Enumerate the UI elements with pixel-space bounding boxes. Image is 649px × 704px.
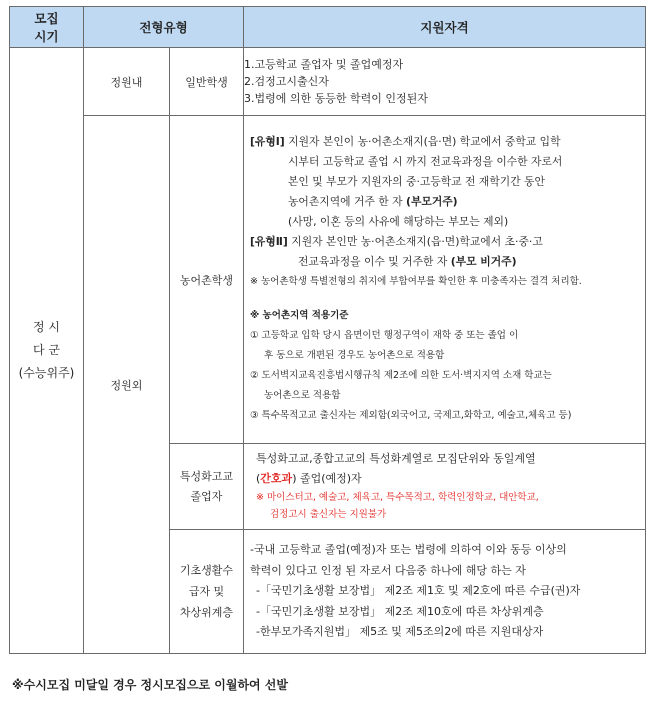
qual-rural xyxy=(244,116,646,444)
rural-type2-line1: [유형Ⅱ] 지원자 본인만 농·어촌소재지(읍·면)학교에서 초·중·고 xyxy=(250,234,543,248)
type-special xyxy=(170,444,244,530)
basic-line3: -「국민기초생활 보장법」 제2조 제1호 및 제2호에 따른 수급(권)자 xyxy=(256,584,581,598)
special-note2: 검정고시 출신자는 지원불가 xyxy=(270,508,387,520)
rural-criteria-1: ① 고등학교 입학 당시 읍면이던 행정구역이 재학 중 또는 졸업 이 xyxy=(250,329,519,341)
header-period-line1: 모집 xyxy=(34,11,59,26)
period-cell xyxy=(10,48,84,654)
period-line3: (수능위주) xyxy=(18,366,75,380)
rural-criteria-title: ※ 농어촌지역 적용기준 xyxy=(250,309,349,321)
type-basic-line1: 기초생활수 xyxy=(179,564,234,577)
type-special-line2: 졸업자 xyxy=(190,489,223,503)
qual-general-item: 1.고등학교 졸업자 및 졸업예정자 xyxy=(244,58,404,71)
type-basic xyxy=(170,530,244,654)
special-line2: (간호과) 졸업(예정)자 xyxy=(256,471,362,485)
rural-type2-line2: 전교육과정을 이수 및 거주한 자 (부모 비거주) xyxy=(298,254,517,268)
header-qualification: 지원자격 xyxy=(244,7,646,48)
period-line1: 정 시 xyxy=(33,320,60,334)
rural-type1-tag: [유형Ⅰ] xyxy=(250,134,285,148)
qual-general-item: 2.검정고시출신자 xyxy=(244,75,329,88)
type-special-line1: 특성화고교 xyxy=(179,469,234,483)
basic-line4: -「국민기초생활 보장법」 제2조 제10호에 따른 차상위계층 xyxy=(256,604,544,618)
type-basic-line2: 급자 및 xyxy=(188,585,225,598)
rural-type1-line1: [유형Ⅰ] 지원자 본인이 농·어촌소재지(읍·면) 학교에서 중학교 입학 xyxy=(250,134,561,148)
rural-criteria-2: ② 도서벽지교육진흥법시행규칙 제2조에 의한 도서·벽지지역 소재 학교는 xyxy=(250,369,552,381)
basic-line1: -국내 고등학교 졸업(예정)자 또는 법령에 의하여 이와 동등 이상의 xyxy=(250,543,567,557)
rural-criteria-1-cont: 후 동으로 개편된 경우도 농어촌으로 적용함 xyxy=(264,349,445,361)
special-nursing-highlight: 간호과 xyxy=(260,471,293,485)
rural-note: ※ 농어촌학생 특별전형의 취지에 부합여부를 확인한 후 미충족자는 결격 처리함. xyxy=(250,275,582,287)
admission-table xyxy=(9,6,646,654)
rural-type2-tag: [유형Ⅱ] xyxy=(250,234,288,248)
category-outer: 정원외 xyxy=(84,116,170,654)
rural-type1-line4: 농어촌지역에 거주 한 자 (부모거주) xyxy=(288,194,458,208)
qual-general xyxy=(244,48,646,116)
category-inner: 정원내 xyxy=(84,48,170,116)
qual-basic xyxy=(244,530,646,654)
header-row xyxy=(10,7,646,48)
rural-criteria-2-cont: 농어촌으로 적용함 xyxy=(264,389,341,401)
basic-line5: -한부모가족지원법」 제5조 및 제5조의2에 따른 지원대상자 xyxy=(256,625,544,639)
rural-type1-line5: (사망, 이혼 등의 사유에 해당하는 부모는 제외) xyxy=(288,214,509,228)
header-period xyxy=(10,7,84,48)
period-line2: 다 군 xyxy=(33,343,60,357)
rural-type1-line3: 본인 및 부모가 지원자의 중·고등학교 전 재학기간 동안 xyxy=(288,174,545,188)
type-rural: 농어촌학생 xyxy=(170,116,244,444)
special-line1: 특성화고교,종합고교의 특성화계열로 모집단위와 동일계열 xyxy=(256,451,536,465)
header-period-line2: 시기 xyxy=(34,29,59,44)
qual-special xyxy=(244,444,646,530)
row-rural xyxy=(10,116,646,444)
rural-criteria-3: ③ 특수목적고교 출신자는 제외함(외국어고, 국제고,화학고, 예술고,체육고 등) xyxy=(250,409,572,421)
type-general: 일반학생 xyxy=(170,48,244,116)
footnote: ※수시모집 미달일 경우 정시모집으로 이월하여 선발 xyxy=(12,678,288,692)
rural-spacer xyxy=(250,292,641,306)
type-basic-line3: 차상위계층 xyxy=(179,606,234,619)
special-note1: ※ 마이스터고, 예술고, 체육고, 특수목적고, 학력인정학교, 대안학교, xyxy=(256,491,539,503)
basic-line2: 학력이 있다고 인정 된 자로서 다음중 하나에 해당 하는 자 xyxy=(250,563,526,577)
qual-general-item: 3.법령에 의한 동등한 학력이 인정된자 xyxy=(244,92,428,105)
row-general xyxy=(10,48,646,116)
rural-type1-line2: 시부터 고등학교 졸업 시 까지 전교육과정을 이수한 자로서 xyxy=(288,154,563,168)
header-type: 전형유형 xyxy=(84,7,244,48)
